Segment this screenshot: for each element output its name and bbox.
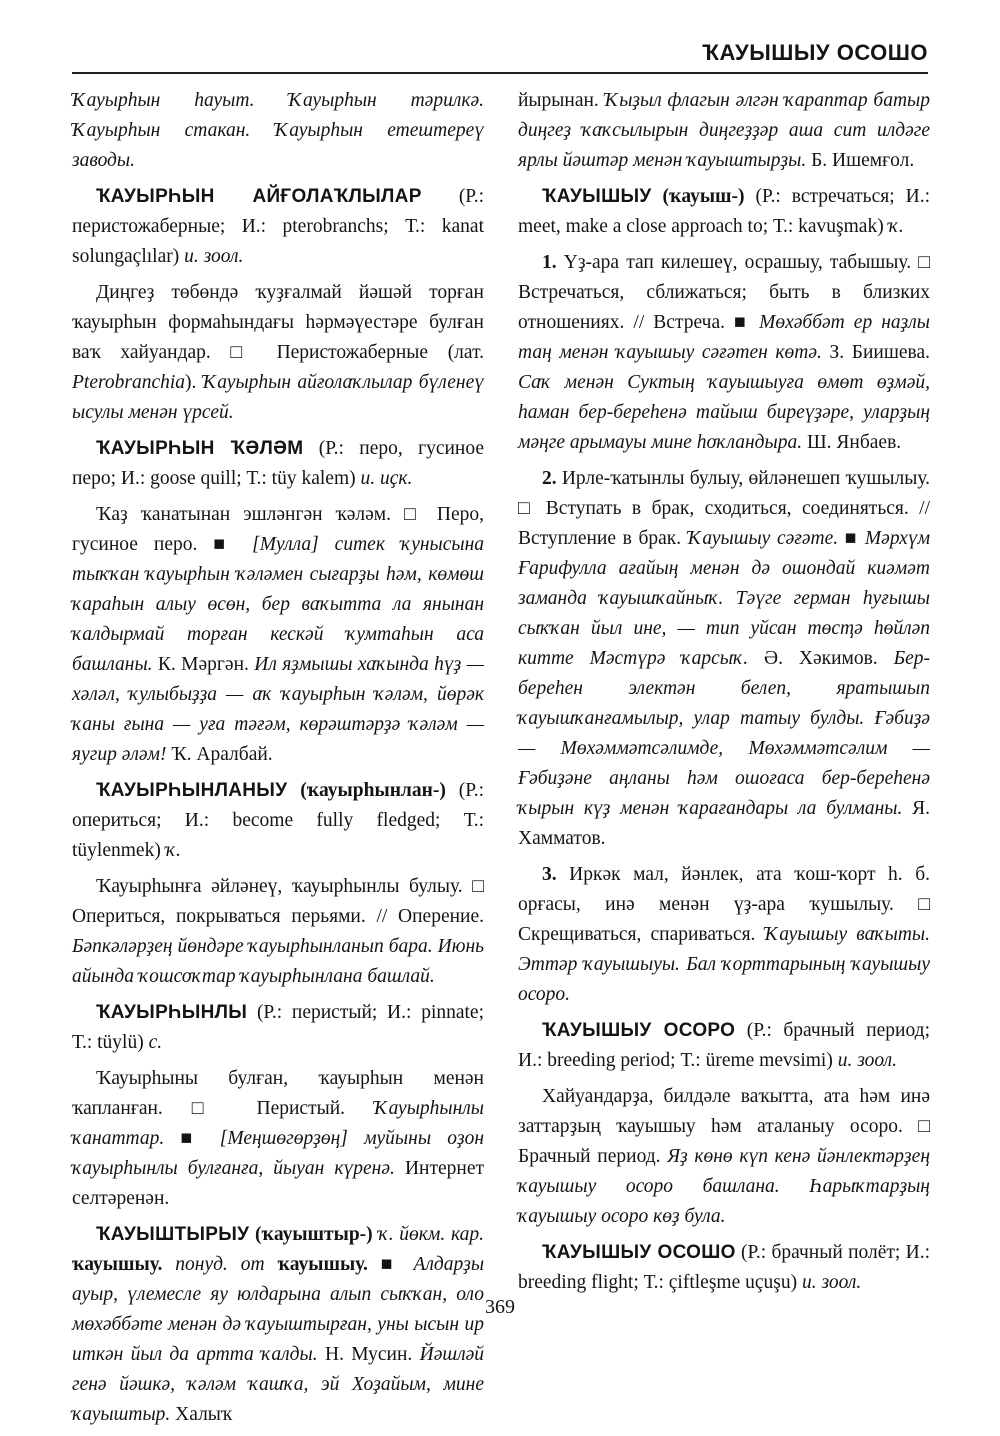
example-text: [Меңшөгөрҙөң] муйыны оҙон ҡауырһынлы булғанға, йыуан күренә.	[72, 1128, 485, 1179]
translations: (Р.: перистожаберные; И.: pterobranchs; Т.: kanat solungaçlılar)	[72, 186, 485, 267]
definition-text: Иркәк мал, йәнлек, ата ҡош-ҡорт һ. б. орғасы, инә менән үҙ-ара ҡушылыу. □ Скрещиваться, спариваться.	[518, 864, 931, 945]
left-column	[72, 86, 484, 1436]
example-marker: ■	[180, 1128, 204, 1149]
grammar-tag: и. зоол.	[801, 1272, 862, 1293]
grammar-tag: и. иҫк.	[360, 468, 413, 489]
stem: (ҡауыштыр-)	[255, 1224, 373, 1245]
example-text: Ҡауырһын айғолаҡлылар бүленеү ысулы менән үрсей.	[72, 372, 484, 423]
sense-paragraph	[518, 464, 930, 854]
latin-term: Pterobranchia	[72, 372, 186, 393]
example-marker: ■	[213, 534, 237, 555]
example-text: Ҡыҙыл флагын әлгән ҡараптар батыр диңгеҙ ҡаҡсылырын диңгеҙҙәр аша сит илдәге ярлы йәштәр менән ҡауыштырҙы.	[518, 90, 931, 171]
author: Ҡ. Аралбай.	[171, 744, 273, 765]
dictionary-entry	[518, 182, 930, 242]
dictionary-entry	[518, 1016, 930, 1076]
grammar-tag: ҡ. йөкм. кар.	[378, 1224, 485, 1245]
example-text: Бер-береһен электән белеп, яратышып ҡауышҡанғамылыр, улар татыу булды. Ғәбиҙә — Мөхәммәтсәлимде, Мөхәммәтсәлим — Ғәбиҙәне аңланы һәм ошоғаса бер-береһенә ҡырын күҙ менән ҡарағандары ла булманы.	[518, 648, 930, 819]
definition-text: Үҙ-ара тап килешеү, осрашыу, табышыу. □ Встречаться, сближаться; быть в близких отношениях. // Встреча.	[518, 252, 930, 333]
dictionary-entry	[72, 998, 484, 1058]
translations: (Р.: опериться; И.: become fully fledged; Т.: tüylenmek)	[72, 780, 484, 861]
example-text: Йәшләй генә йәшкә, ҡәләм ҡашҡа, эй Хоҙайым, мине ҡауыштыр.	[72, 1344, 485, 1425]
headword: ҠАУЫШЫУ ОСОШО	[542, 1242, 736, 1263]
sense-paragraph	[518, 860, 930, 1010]
definition-paragraph	[72, 872, 484, 992]
translations: (Р.: перистый; И.: pinnate; Т.: tüylü)	[72, 1002, 485, 1053]
translations: (Р.: перо, гусиное перо; И.: goose quill; Т.: tüy kalem)	[72, 438, 484, 489]
stem: (ҡауырһынлан-)	[300, 780, 446, 801]
author: Ш. Янбаев.	[806, 432, 902, 453]
grammar-tag: и. зоол.	[184, 246, 244, 267]
example-marker: ■	[734, 312, 751, 333]
example-text: Ҡауырһынлы ҡанаттар.	[72, 1098, 485, 1149]
dictionary-entry	[72, 1220, 484, 1430]
dictionary-entry	[518, 1238, 930, 1298]
headword: ҠАУЫРҺЫН АЙҒОЛАҠЛЫЛАР	[96, 186, 422, 207]
grammar-tag: и. зоол.	[837, 1050, 897, 1071]
example-text: Яҙ көнө күп кенә йәнлектәрҙең ҡауышыу осоро башлана. Һарыҡтарҙың ҡауышыу осоро көҙ була.	[518, 1146, 930, 1227]
definition-text: Ҡауырһыны булған, ҡауырһын менән ҡапланған. □ Перистый.	[72, 1068, 484, 1119]
cross-reference: ҡауышыу.	[72, 1254, 163, 1275]
headword: ҠАУЫШТЫРЫУ	[96, 1224, 250, 1245]
example-text: Ҡауышыу сәғәте.	[687, 528, 839, 549]
grammar-tag: с.	[148, 1032, 163, 1053]
definition-paragraph	[518, 1082, 930, 1232]
translations: (Р.: встречаться; И.: meet, make a close approach to; Т.: kavuşmak)	[518, 186, 931, 237]
translations: (Р.: брачный период; И.: breeding period; Т.: üreme mevsimi)	[518, 1020, 931, 1071]
headword: ҠАУЫРҺЫНЛЫ	[96, 1002, 248, 1023]
right-column	[518, 86, 930, 1304]
headword: ҠАУЫШЫУ ОСОРО	[542, 1020, 736, 1041]
author: К. Мәргән.	[157, 654, 249, 675]
source: Интернет селтәренән.	[72, 1158, 484, 1209]
definition-text: Ирле-ҡатынлы булыу, өйләнешеп ҡушылыу. □ Вступать в брак, сходиться, соединяться. // Вступление в брак.	[518, 468, 930, 549]
sense-paragraph	[518, 248, 930, 458]
example-text: [Мулла] ситек ҡунысына тыҡҡан ҡауырһын ҡәләмен сығарҙы һәм, көмөш ҡараһын алыу өсөн, бер ваҡытта ла янынан ҡалдырмай торған кескәй ҡумтаһын аса башланы.	[72, 534, 485, 675]
sense-number: 1.	[542, 252, 557, 273]
headword: ҠАУЫРҺЫН ҠӘЛӘМ	[96, 438, 304, 459]
source: йырынан.	[518, 90, 599, 111]
translations: (Р.: брачный полёт; И.: breeding flight; Т.: çiftleşme uçuşu)	[518, 1242, 930, 1293]
page-number: 369	[485, 1296, 515, 1318]
example-text: Ҡауышыу ваҡыты. Эттәр ҡауышыуы. Бал ҡорттарының ҡауышыу осоро.	[518, 924, 930, 1005]
example-marker: ■	[844, 528, 859, 549]
grammar-tag: ҡ.	[888, 216, 904, 237]
headword: ҠАУЫШЫУ	[542, 186, 652, 207]
example-text: Ҡауырһын һауыт. Ҡауырһын тәрилкә. Ҡауырһын стакан. Ҡауырһын етештереү заводы.	[72, 90, 484, 171]
headword: ҠАУЫРҺЫНЛАНЫУ	[96, 780, 288, 801]
header	[72, 36, 928, 74]
stem: (ҡауыш-)	[662, 186, 745, 207]
example-text: Саҡ менән Суктың ҡауышыуға өмөт өҙмәй, һаман бер-береһенә тайыш биреүҙәре, уларҙың мәңге арымауы мине һоҡландыра.	[518, 372, 930, 453]
example-text: Мәрхүм Ғарифулла ағайың менән дә ошондай киәмәт заманда ҡауышҡайныҡ. Тәүге герман һуғышы сыҡҡан йыл ине, — тип уйсан төсҭә һөйләп китте Мәстүрә ҡарсыҡ.	[518, 528, 931, 669]
definition-text: Ҡауырһынға әйләнеү, ҡауырһынлы булыу. □ Опериться, покрываться перьями. // Оперение.	[72, 876, 484, 927]
author: Н. Мусин.	[324, 1344, 413, 1365]
example-text: Алдарҙы ауыр, үлемесле яу юлдарына алып сыҡҡан, оло мөхәббәте менән дә ҡауыштырған, уны ысын ир иткән йыл да артта ҡалды.	[72, 1254, 485, 1365]
example-marker: ■	[380, 1254, 401, 1275]
author: Б. Ишемғол.	[811, 150, 915, 171]
cross-reference: ҡауышыу.	[277, 1254, 368, 1275]
sense-number: 2.	[542, 468, 557, 489]
dictionary-entry	[72, 182, 484, 272]
author: Я. Хамматов.	[518, 798, 930, 849]
sense-number: 3.	[542, 864, 557, 885]
author: З. Биишева.	[829, 342, 930, 363]
dictionary-entry	[72, 434, 484, 494]
author: Ә. Хәкимов.	[764, 648, 878, 669]
example-text: Ил яҙмышы хаҡында һүҙ — хәләл, ҡулыбыҙҙа — аҡ ҡауырһын ҡәләм, йөрәк ҡаны ғына — уға тәғәм, көрәштәрҙә ҡәләм — яугир әләм!	[72, 654, 485, 765]
definition-paragraph	[72, 500, 484, 770]
definition-paragraph	[72, 278, 484, 428]
entry-continuation	[72, 86, 484, 176]
running-head: ҠАУЫШЫУ ОСОШО	[702, 40, 928, 65]
example-text: Бәпкәләрҙең йөндәре ҡауырһынланып бара. Июнь айында ҡошсоҡтар ҡауырһынлана башлай.	[72, 936, 484, 987]
dictionary-entry	[72, 776, 484, 866]
source: Халыҡ	[175, 1404, 233, 1425]
definition-text: Хайуандарҙа, билдәле ваҡытта, ата һәм инә заттарҙың ҡауышыу һәм аталаныу осоро. □ Брачный период.	[518, 1086, 930, 1167]
definition-paragraph	[72, 1064, 484, 1214]
grammar-tag: понуд. от	[175, 1254, 265, 1275]
closing-paren: ).	[185, 372, 197, 393]
example-text: Мөхәббәт ер наҙлы таң менән ҡауышыу сәғәтен көтә.	[518, 312, 930, 363]
definition-text: Ҡаҙ ҡанатынан эшләнгән ҡәләм. □ Перо, гусиное перо.	[72, 504, 484, 555]
entry-continuation	[518, 86, 930, 176]
grammar-tag: ҡ.	[165, 840, 181, 861]
definition-text: Диңгеҙ төбөндә ҡуҙғалмай йәшәй торған ҡауырһын формаһындағы һәрмәүестәре булған ваҡ хайуандар. □ Перистожаберные (лат.	[72, 282, 484, 363]
